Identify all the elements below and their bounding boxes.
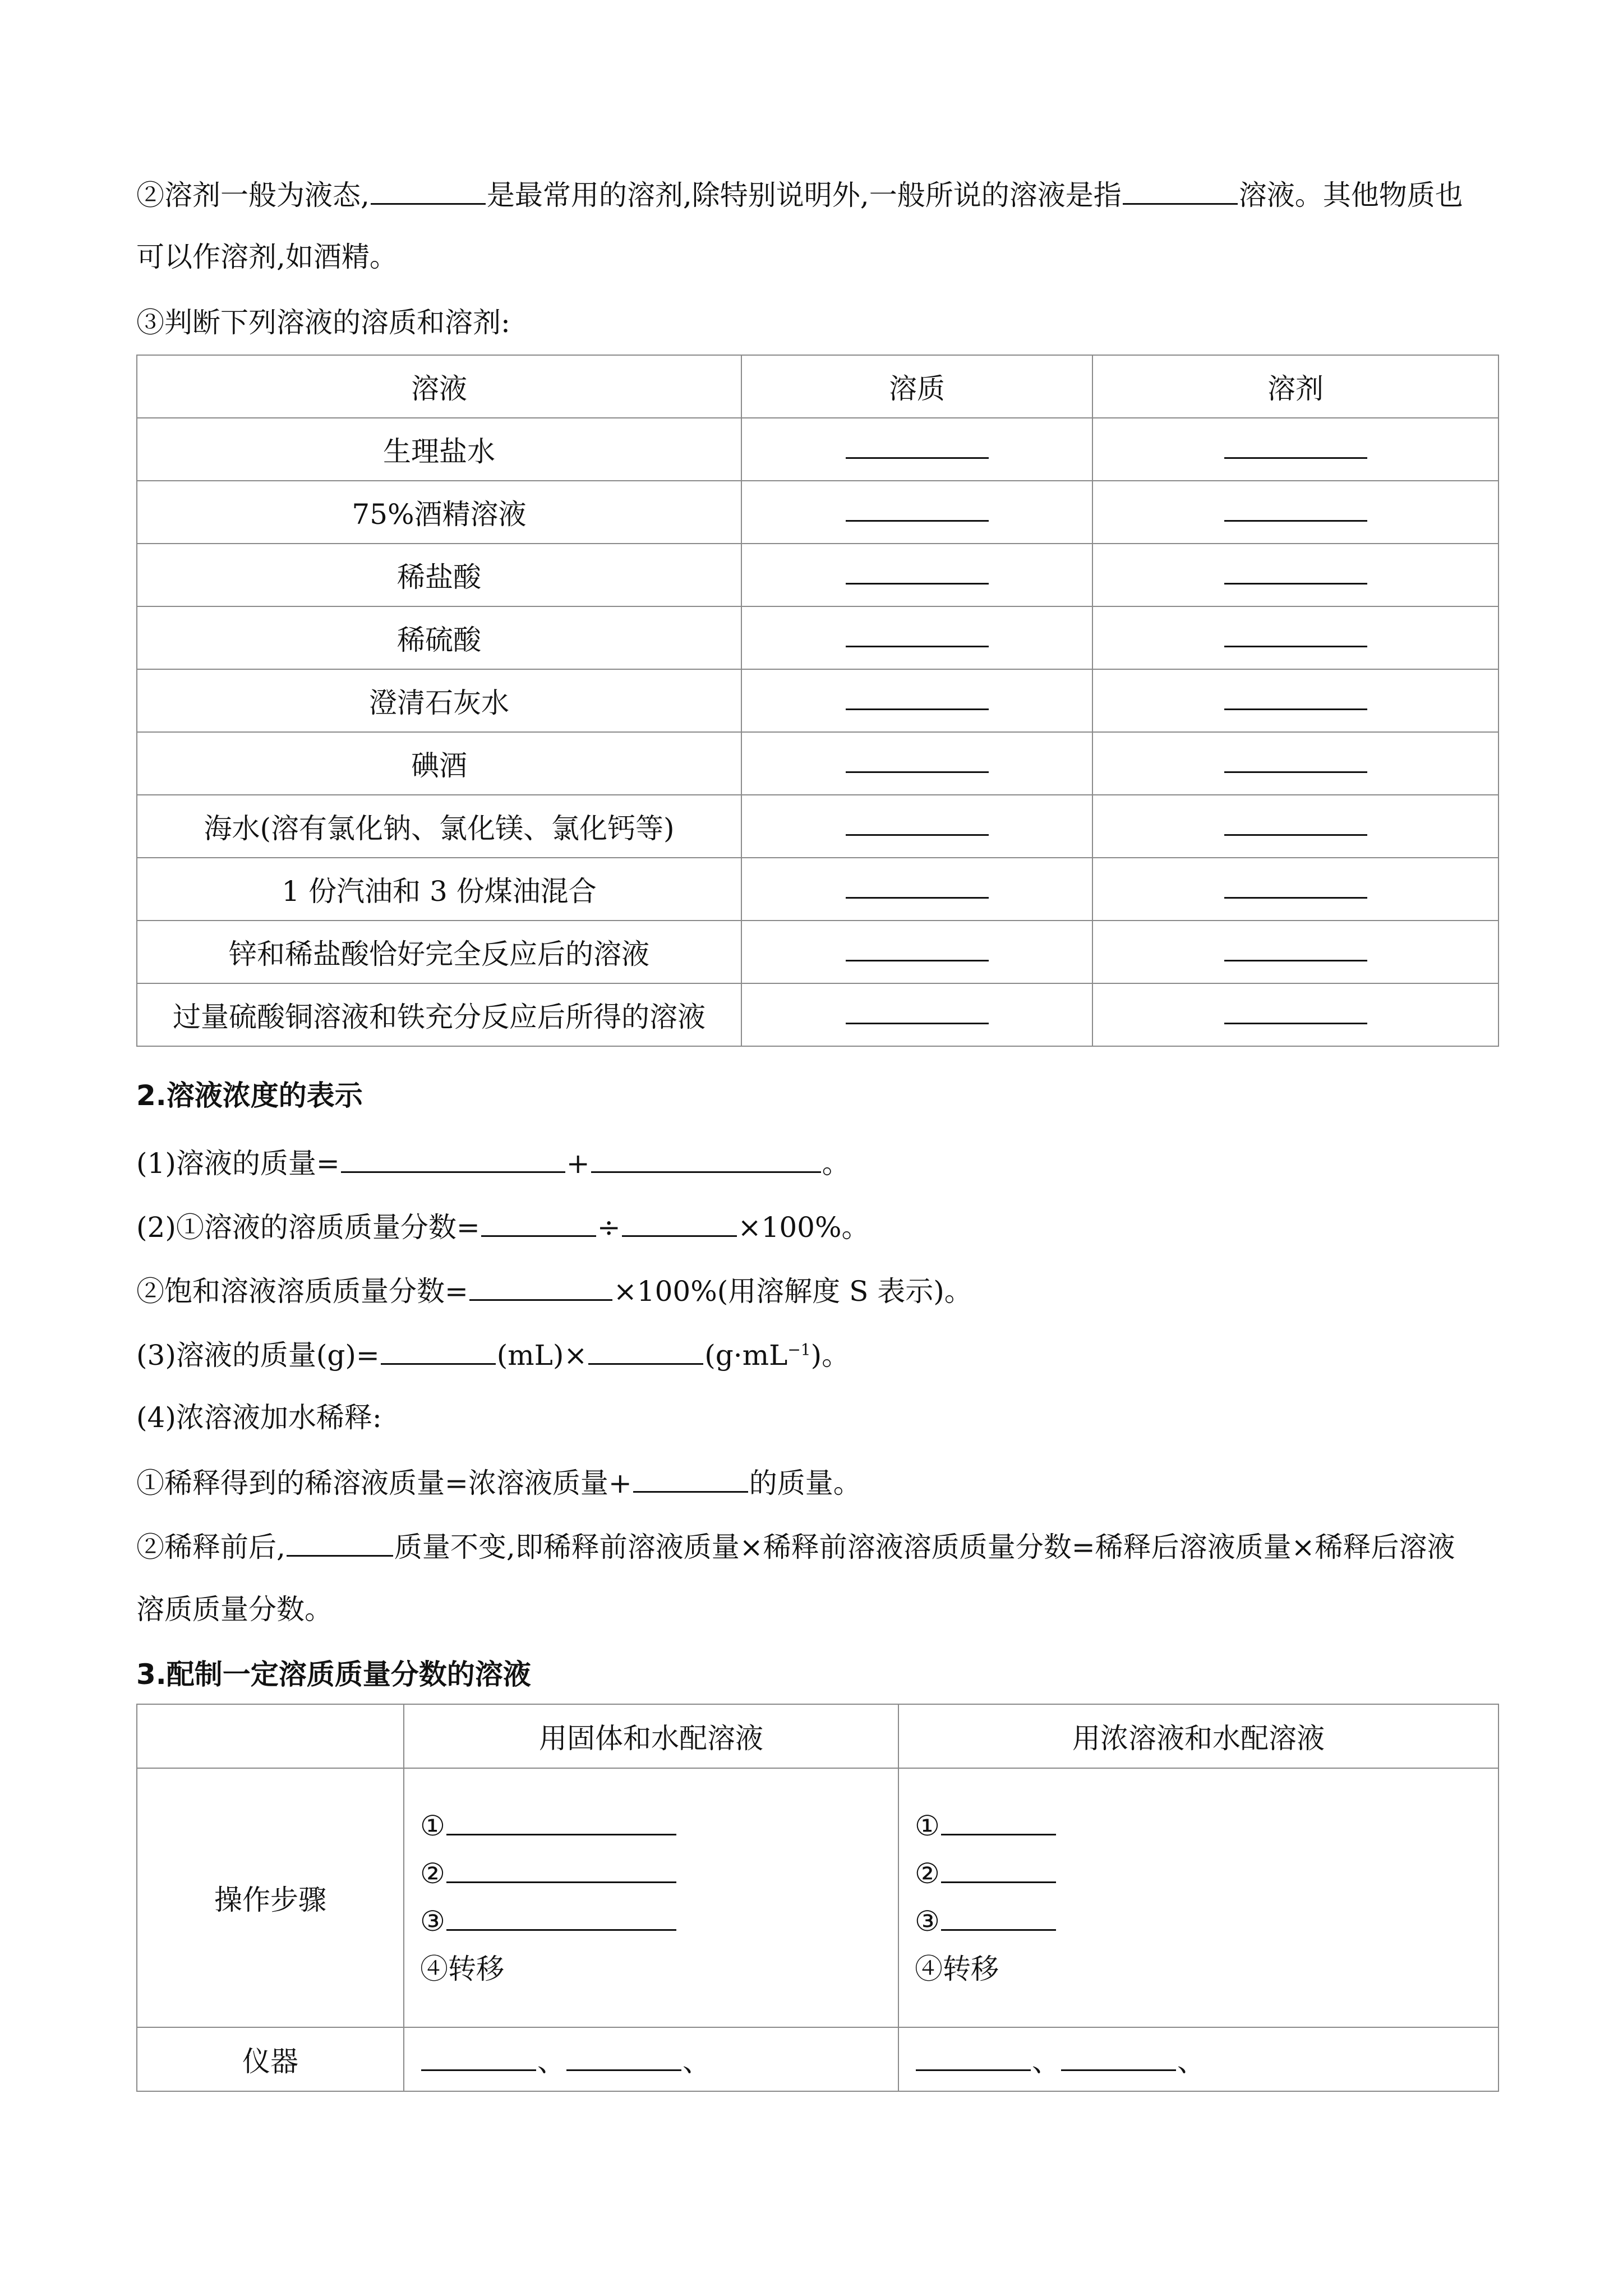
intro-line-3: ③判断下列溶液的溶质和溶剂: [136, 306, 510, 339]
solute-blank[interactable] [846, 622, 989, 647]
dilution-line-2-cont: 溶质质量分数。 [136, 1593, 333, 1626]
blank[interactable] [591, 1143, 821, 1173]
solution-name: 生理盐水 [137, 418, 741, 481]
table-row [137, 2027, 1498, 2091]
blank[interactable] [381, 1335, 496, 1365]
corner-cell [137, 1704, 404, 1768]
table-row [137, 795, 1498, 858]
table-row [137, 481, 1498, 544]
blank[interactable] [446, 1853, 676, 1883]
blank[interactable] [941, 1806, 1056, 1835]
formula-volume-density: (3)溶液的质量$(g)= (mL)\times (g\cdot mL^{-1})$。 [136, 1335, 850, 1374]
solvent-blank[interactable] [1224, 685, 1367, 710]
blank[interactable] [421, 2041, 536, 2071]
table-header-row [137, 1704, 1498, 1768]
dilution-line-2: ②稀释前后, 质量不变,即稀释前溶液质量×稀释前溶液溶质质量分数=稀释后溶液质量×稀释后溶液 [136, 1527, 1455, 1566]
table-row [137, 921, 1498, 983]
blank[interactable] [446, 1901, 676, 1931]
preparation-table [136, 1704, 1499, 2092]
dilution-heading: (4)浓溶液加水稀释: [136, 1401, 382, 1434]
step-item: ④转移 [915, 1953, 999, 1985]
blank[interactable] [566, 2041, 681, 2071]
solution-name: 海水(溶有氯化钠、氯化镁、氯化钙等) [137, 795, 741, 858]
solution-name: 锌和稀盐酸恰好完全反应后的溶液 [137, 921, 741, 983]
formula-solution-mass: (1)溶液的质量= + 。 [136, 1143, 850, 1182]
blank[interactable] [287, 1527, 393, 1557]
solute-blank[interactable] [846, 936, 989, 961]
header-solute: 溶质 [741, 355, 1092, 418]
blank[interactable] [371, 175, 486, 205]
solvent-blank[interactable] [1224, 999, 1367, 1024]
row-label-instruments: 仪器 [137, 2027, 404, 2091]
instruments-concentrated: 、 、 [898, 2027, 1498, 2091]
header-concentrated-water: 用浓溶液和水配溶液 [898, 1704, 1498, 1768]
step-item: ① [420, 1802, 898, 1850]
table-row [137, 1768, 1498, 2027]
solute-solvent-table [136, 355, 1499, 1047]
solute-blank[interactable] [846, 434, 989, 459]
table-row [137, 418, 1498, 481]
table-row [137, 544, 1498, 606]
solvent-blank[interactable] [1224, 936, 1367, 961]
step-item: ③ [420, 1898, 898, 1945]
blank[interactable] [341, 1143, 565, 1173]
solute-blank[interactable] [846, 999, 989, 1024]
solute-blank[interactable] [846, 685, 989, 710]
step-item: ③ [915, 1898, 1498, 1945]
solute-blank[interactable] [846, 748, 989, 773]
solute-blank[interactable] [846, 496, 989, 522]
formula-mass-fraction: (2)①溶液的溶质质量分数= ÷ ×100%。 [136, 1207, 869, 1246]
solution-name: 稀盐酸 [137, 544, 741, 606]
solution-name: 过量硫酸铜溶液和铁充分反应后所得的溶液 [137, 983, 741, 1046]
solvent-blank[interactable] [1224, 873, 1367, 899]
steps-concentrated [898, 1768, 1498, 2027]
solvent-blank[interactable] [1224, 811, 1367, 836]
blank[interactable] [1061, 2041, 1176, 2071]
solution-name: 75%酒精溶液 [137, 481, 741, 544]
blank[interactable] [622, 1207, 737, 1237]
header-solvent: 溶剂 [1092, 355, 1498, 418]
blank[interactable] [941, 1901, 1056, 1931]
solution-name: 碘酒 [137, 732, 741, 795]
steps-solid [404, 1768, 898, 2027]
solvent-blank[interactable] [1224, 622, 1367, 647]
blank[interactable] [941, 1853, 1056, 1883]
solution-name: 澄清石灰水 [137, 669, 741, 732]
blank[interactable] [446, 1806, 676, 1835]
blank[interactable] [588, 1335, 703, 1365]
dilution-line-1: ①稀释得到的稀溶液质量=浓溶液质量+ 的质量。 [136, 1463, 861, 1502]
intro-line-2: ②溶剂一般为液态, 是最常用的溶剂,除特别说明外,一般所说的溶液是指 溶液。其他物质也 [136, 175, 1463, 214]
step-item: ① [915, 1802, 1498, 1850]
blank[interactable] [469, 1271, 612, 1301]
table-row [137, 983, 1498, 1046]
table-row [137, 669, 1498, 732]
solute-blank[interactable] [846, 559, 989, 585]
section-3-title: 3.配制一定溶质质量分数的溶液 [136, 1658, 531, 1691]
table-header-row [137, 355, 1498, 418]
step-item: ② [915, 1850, 1498, 1898]
step-item: ④转移 [420, 1953, 504, 1985]
table-row [137, 606, 1498, 669]
solvent-blank[interactable] [1224, 748, 1367, 773]
formula-saturated-fraction: ②饱和溶液溶质质量分数= ×100%(用溶解度 S 表示)。 [136, 1271, 972, 1310]
blank[interactable] [633, 1463, 748, 1493]
solvent-blank[interactable] [1224, 434, 1367, 459]
header-solid-water: 用固体和水配溶液 [404, 1704, 898, 1768]
blank[interactable] [916, 2041, 1031, 2071]
blank[interactable] [481, 1207, 596, 1237]
instruments-solid: 、 、 [404, 2027, 898, 2091]
blank[interactable] [1123, 175, 1238, 205]
table-row [137, 858, 1498, 921]
intro-line-2-cont: 可以作溶剂,如酒精。 [136, 241, 398, 273]
solution-name: 稀硫酸 [137, 606, 741, 669]
header-solution: 溶液 [137, 355, 741, 418]
solvent-blank[interactable] [1224, 496, 1367, 522]
step-item: ② [420, 1850, 898, 1898]
row-label-steps: 操作步骤 [137, 1768, 404, 2027]
solute-blank[interactable] [846, 811, 989, 836]
solute-blank[interactable] [846, 873, 989, 899]
table-row [137, 732, 1498, 795]
section-2-title: 2.溶液浓度的表示 [136, 1079, 363, 1112]
solution-name: 1 份汽油和 3 份煤油混合 [137, 858, 741, 921]
solvent-blank[interactable] [1224, 559, 1367, 585]
